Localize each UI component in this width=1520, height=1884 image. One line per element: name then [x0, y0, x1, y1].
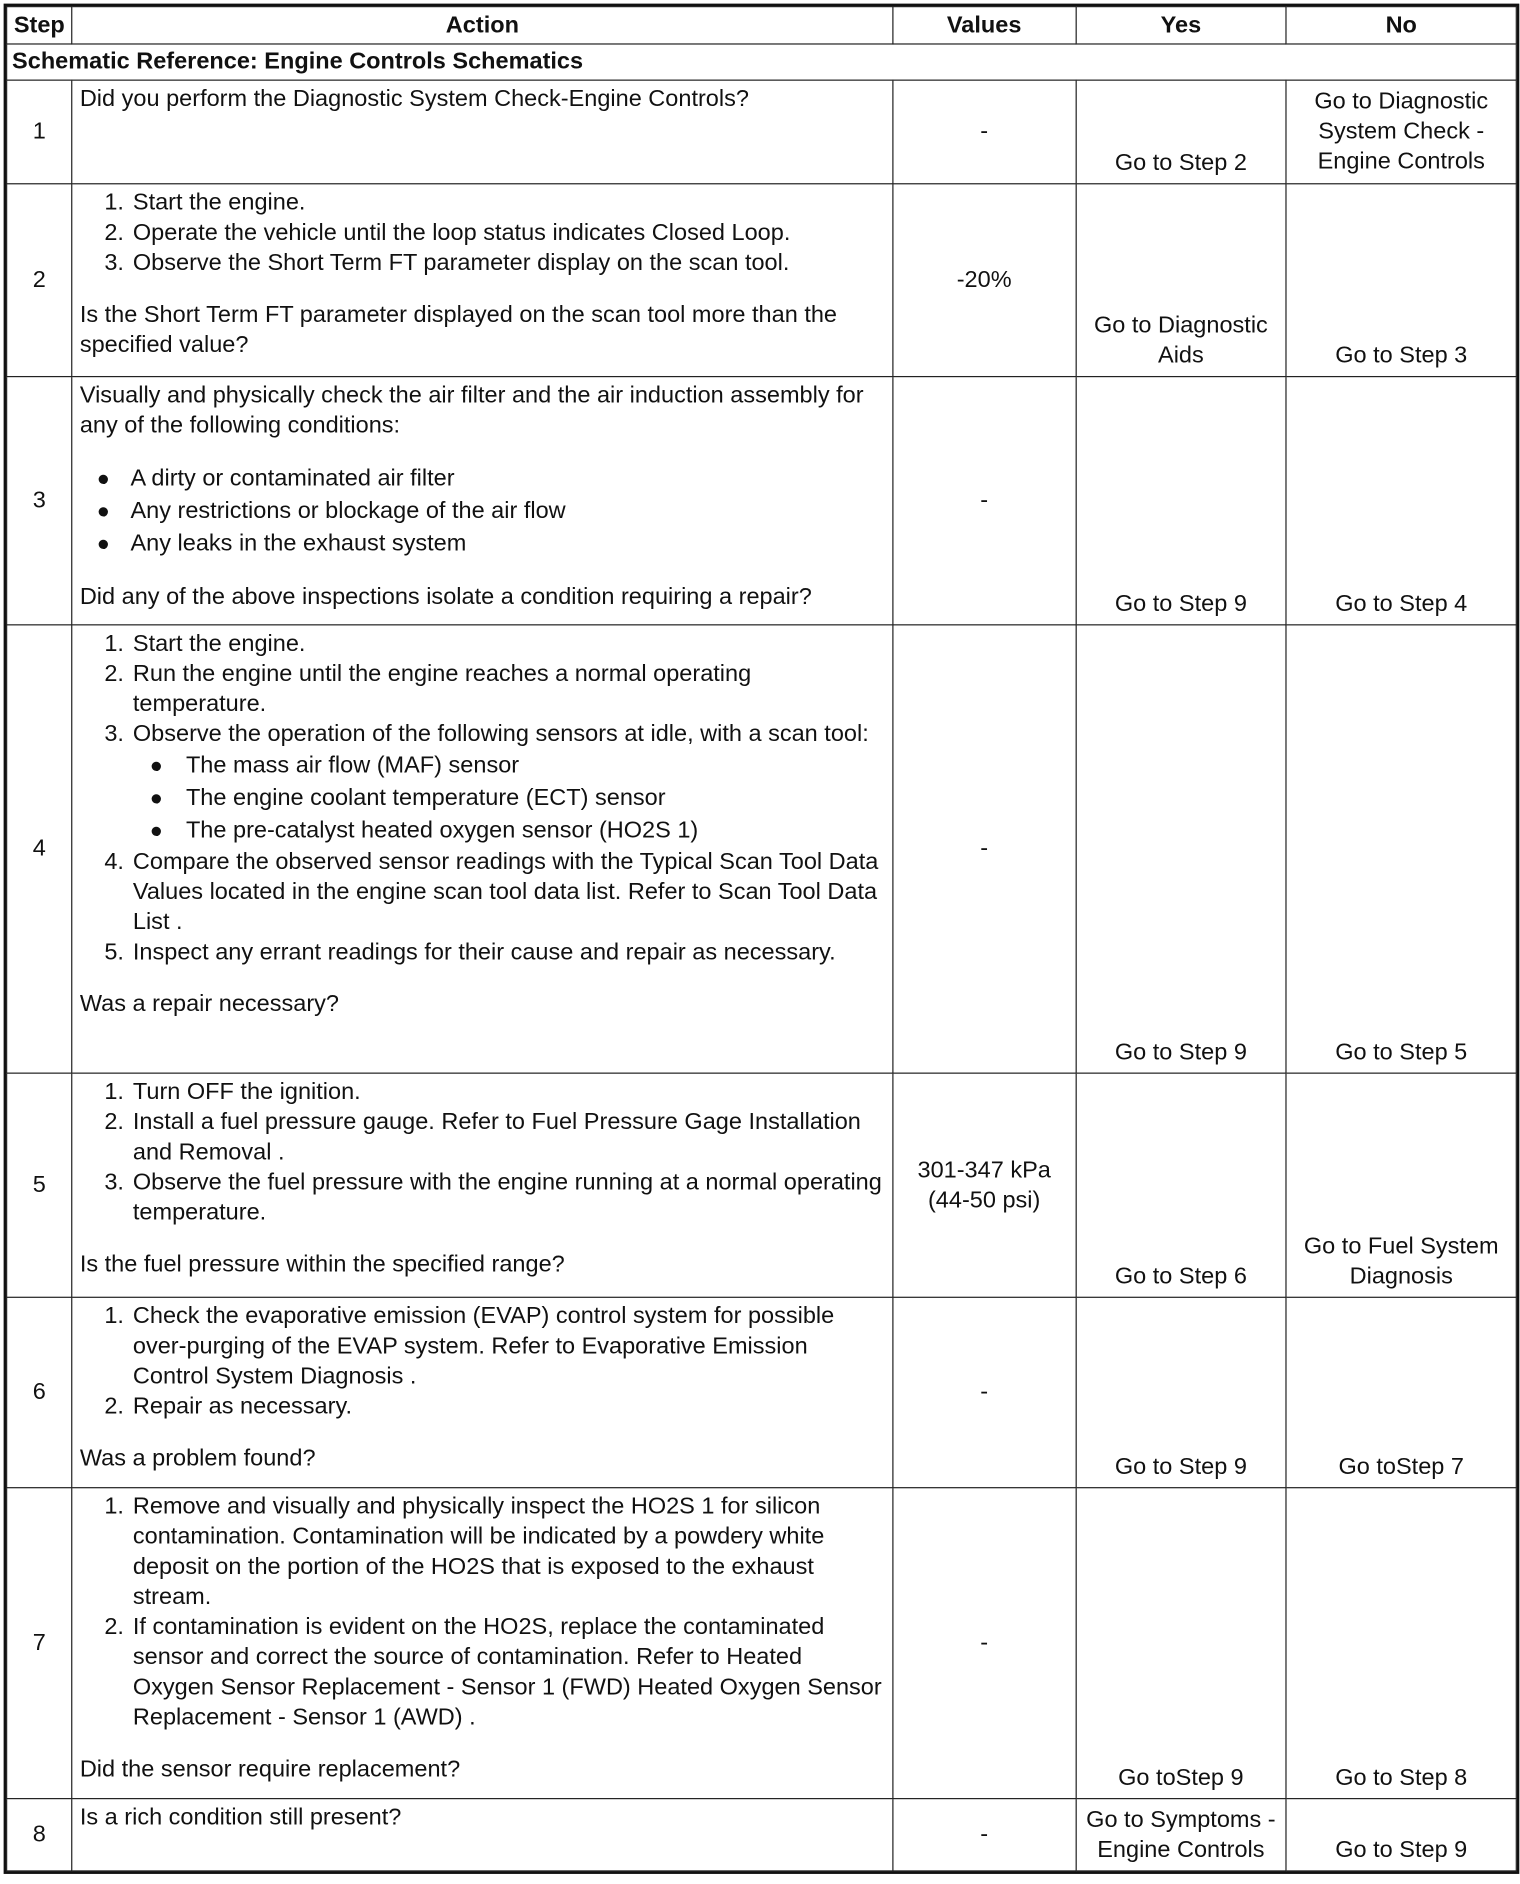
no-cell: Go to Step 5 [1286, 625, 1516, 1073]
list-item: 3. Observe the Short Term FT parameter display on the scan tool. [130, 248, 884, 278]
sub-list-item: ● The mass air flow (MAF) sensor [184, 750, 885, 783]
step-number: 3 [7, 377, 72, 625]
list-item: 2. If contamination is evident on the HO2S, replace the contaminated sensor and correct the source of contamination. Refer to Heated Oxygen Sensor Replacement - Sensor 1 (FWD) Heated Oxygen Sensor Replacement - Sensor 1 (AWD) . [130, 1612, 884, 1733]
value-line: 301-347 kPa [917, 1156, 1051, 1183]
value-cell: - [893, 1488, 1076, 1799]
list-item: 1. Start the engine. [130, 629, 884, 659]
list-item: 5. Inspect any errant readings for their cause and repair as necessary. [130, 938, 884, 968]
value-cell: - [893, 625, 1076, 1073]
value-cell: - [893, 1799, 1076, 1871]
sub-list-item: ● The engine coolant temperature (ECT) sensor [184, 782, 885, 815]
lead-text: Visually and physically check the air filter and the air induction assembly for any of the following conditions: [79, 382, 864, 439]
condition-list [80, 463, 885, 561]
table-row [7, 1799, 1517, 1871]
sub-list-item: ● The pre-catalyst heated oxygen sensor (HO2S 1) [184, 815, 885, 848]
no-cell: Go to Step 4 [1286, 377, 1516, 625]
header-action: Action [72, 7, 893, 44]
step-number: 4 [7, 625, 72, 1073]
step-number: 8 [7, 1799, 72, 1871]
question: Did you perform the Diagnostic System Check-Engine Controls? [79, 85, 749, 113]
question: Was a problem found? [79, 1444, 316, 1472]
header-values: Values [893, 7, 1076, 44]
yes-cell: Go to Diagnostic Aids [1076, 184, 1287, 377]
list-item: 1. Check the evaporative emission (EVAP) control system for possible over-purging of the EVAP system. Refer to Evaporative Emission Control System Diagnosis . [130, 1302, 884, 1392]
list-item: 1. Start the engine. [130, 188, 884, 218]
action-cell [72, 184, 893, 377]
action-cell [72, 1488, 893, 1799]
table-row [7, 184, 1517, 377]
yes-cell: Go to Step 2 [1076, 80, 1287, 184]
action-cell [72, 377, 893, 625]
procedure-list [80, 1077, 885, 1228]
list-item-text: Observe the operation of the following sensors at idle, with a scan tool: [132, 720, 869, 748]
value-cell: -20% [893, 184, 1076, 377]
schematic-reference: Schematic Reference: Engine Controls Schematics [7, 44, 1517, 80]
table-row [7, 80, 1517, 184]
list-item: ● A dirty or contaminated air filter [130, 463, 884, 496]
procedure-list [80, 629, 885, 968]
list-item [130, 719, 884, 847]
step-number: 2 [7, 184, 72, 377]
value-cell: - [893, 80, 1076, 184]
yes-cell: Go to Step 9 [1076, 377, 1287, 625]
header-yes: Yes [1076, 7, 1287, 44]
procedure-list [80, 188, 885, 278]
value-cell [893, 1073, 1076, 1297]
question: Is a rich condition still present? [79, 1804, 402, 1831]
table-row [7, 1488, 1517, 1799]
table-row [7, 625, 1517, 1073]
action-cell [72, 1799, 893, 1871]
yes-cell: Go to Symptoms - Engine Controls [1076, 1799, 1287, 1871]
list-item: 4. Compare the observed sensor readings with the Typical Scan Tool Data Values located in the engine scan tool data list. Refer to Scan Tool Data List . [130, 847, 884, 937]
step-number: 7 [7, 1488, 72, 1799]
step-number: 5 [7, 1073, 72, 1297]
list-item: 2. Install a fuel pressure gauge. Refer to Fuel Pressure Gage Installation and Removal . [130, 1107, 884, 1167]
list-item: 2. Run the engine until the engine reaches a normal operating temperature. [130, 659, 884, 719]
yes-cell: Go to Step 6 [1076, 1073, 1287, 1297]
action-cell [72, 80, 893, 184]
value-line: (44-50 psi) [927, 1186, 1041, 1213]
question: Is the fuel pressure within the specified range? [79, 1250, 565, 1278]
list-item: 3. Observe the fuel pressure with the engine running at a normal operating temperature. [130, 1168, 884, 1228]
list-item: ● Any restrictions or blockage of the air flow [130, 495, 884, 528]
list-item: 2. Operate the vehicle until the loop status indicates Closed Loop. [130, 218, 884, 248]
yes-cell: Go toStep 9 [1076, 1488, 1287, 1799]
no-cell: Go to Fuel System Diagnosis [1286, 1073, 1516, 1297]
no-cell: Go to Step 8 [1286, 1488, 1516, 1799]
yes-cell: Go to Step 9 [1076, 625, 1287, 1073]
list-item: 2. Repair as necessary. [130, 1392, 884, 1422]
no-cell: Go toStep 7 [1286, 1297, 1516, 1487]
question: Is the Short Term FT parameter displayed on the scan tool more than the specified value? [79, 301, 838, 358]
table-row [7, 377, 1517, 625]
no-cell: Go to Step 3 [1286, 184, 1516, 377]
question: Was a repair necessary? [79, 990, 340, 1018]
step-number: 1 [7, 80, 72, 184]
diagnostic-table [6, 6, 1517, 1871]
list-item: 1. Remove and visually and physically inspect the HO2S 1 for silicon contamination. Contamination will be indicated by a powdery white deposit on the portion of the HO2S that is exposed to the exhaust stream. [130, 1492, 884, 1613]
sensor-list [133, 750, 885, 848]
table-row [7, 1297, 1517, 1487]
action-cell [72, 1297, 893, 1487]
procedure-list [80, 1492, 885, 1733]
question: Did the sensor require replacement? [79, 1755, 461, 1783]
schematic-reference-row [7, 44, 1517, 80]
yes-cell: Go to Step 9 [1076, 1297, 1287, 1487]
header-row [7, 7, 1517, 44]
header-step: Step [7, 7, 72, 44]
value-cell: - [893, 377, 1076, 625]
action-cell [72, 625, 893, 1073]
value-cell: - [893, 1297, 1076, 1487]
no-cell: Go to Diagnostic System Check - Engine Controls [1286, 80, 1516, 184]
list-item: ● Any leaks in the exhaust system [130, 528, 884, 561]
no-cell: Go to Step 9 [1286, 1799, 1516, 1871]
question: Did any of the above inspections isolate a condition requiring a repair? [79, 583, 812, 610]
action-cell [72, 1073, 893, 1297]
procedure-list [80, 1302, 885, 1423]
header-no: No [1286, 7, 1516, 44]
list-item: 1. Turn OFF the ignition. [130, 1077, 884, 1107]
table-row [7, 1073, 1517, 1297]
step-number: 6 [7, 1297, 72, 1487]
